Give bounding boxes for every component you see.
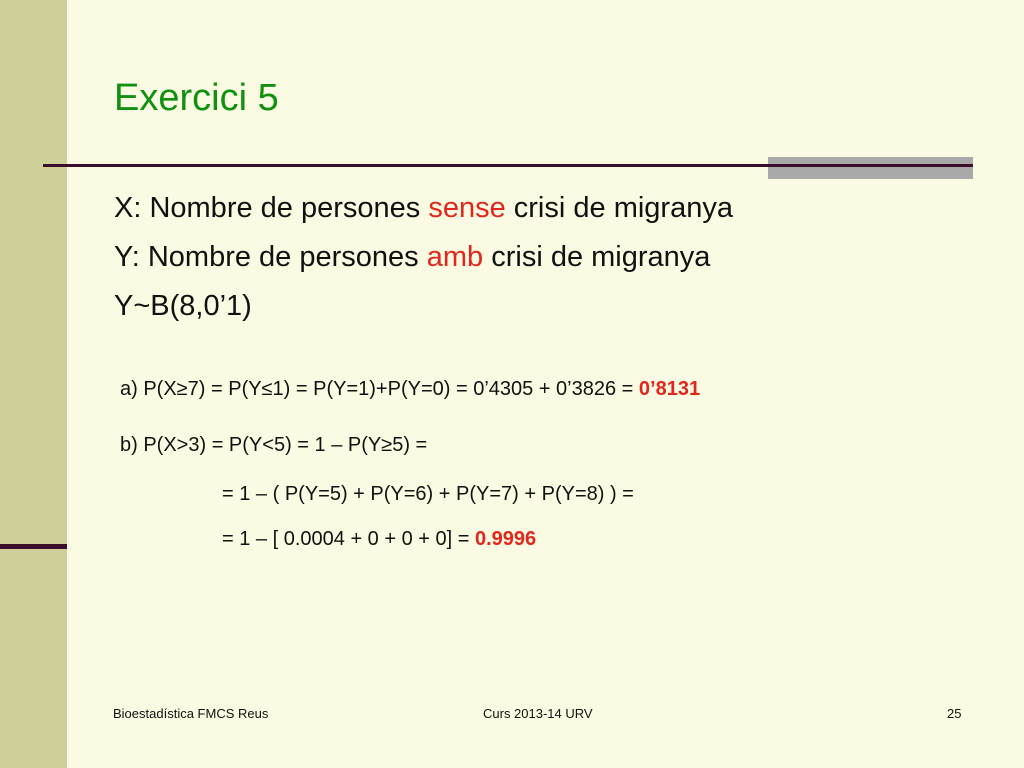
- part-a-result: 0’8131: [638, 378, 701, 400]
- footer-center: Curs 2013-14 URV: [483, 706, 593, 721]
- slide-title: Exercici 5: [114, 77, 279, 119]
- slide-sidebar: [0, 0, 67, 768]
- definition-x: [114, 190, 733, 226]
- sidebar-accent-bar: [0, 544, 67, 549]
- part-b-line-3: [222, 526, 536, 552]
- footer-left: Bioestadística FMCS Reus: [113, 706, 269, 721]
- definition-y-prefix: Y: Nombre de persones: [114, 241, 427, 273]
- definition-x-suffix: crisi de migranya: [505, 192, 733, 224]
- definition-x-highlight: sense: [428, 192, 506, 224]
- distribution-line: Y~B(8,0’1): [114, 290, 252, 322]
- part-a-expression: a) P(X≥7) = P(Y≤1) = P(Y=1)+P(Y=0) = 0’4305 + 0’3826 =: [120, 378, 639, 400]
- definition-x-prefix: X: Nombre de persones: [114, 192, 429, 224]
- page-number: 25: [947, 706, 962, 721]
- definition-y-suffix: crisi de migranya: [483, 241, 711, 273]
- title-rule-gray-bar: [768, 157, 973, 179]
- part-a-line: [120, 376, 700, 402]
- part-b-line-1: b) P(X>3) = P(Y<5) = 1 – P(Y≥5) =: [120, 434, 428, 456]
- part-b-expression: = 1 – [ 0.0004 + 0 + 0 + 0] =: [222, 528, 475, 550]
- part-b-result: 0.9996: [474, 528, 537, 550]
- title-rule: [43, 164, 973, 167]
- definition-y: [114, 239, 710, 275]
- definition-y-highlight: amb: [426, 241, 484, 273]
- part-b-line-2: = 1 – ( P(Y=5) + P(Y=6) + P(Y=7) + P(Y=8) ) =: [222, 483, 634, 505]
